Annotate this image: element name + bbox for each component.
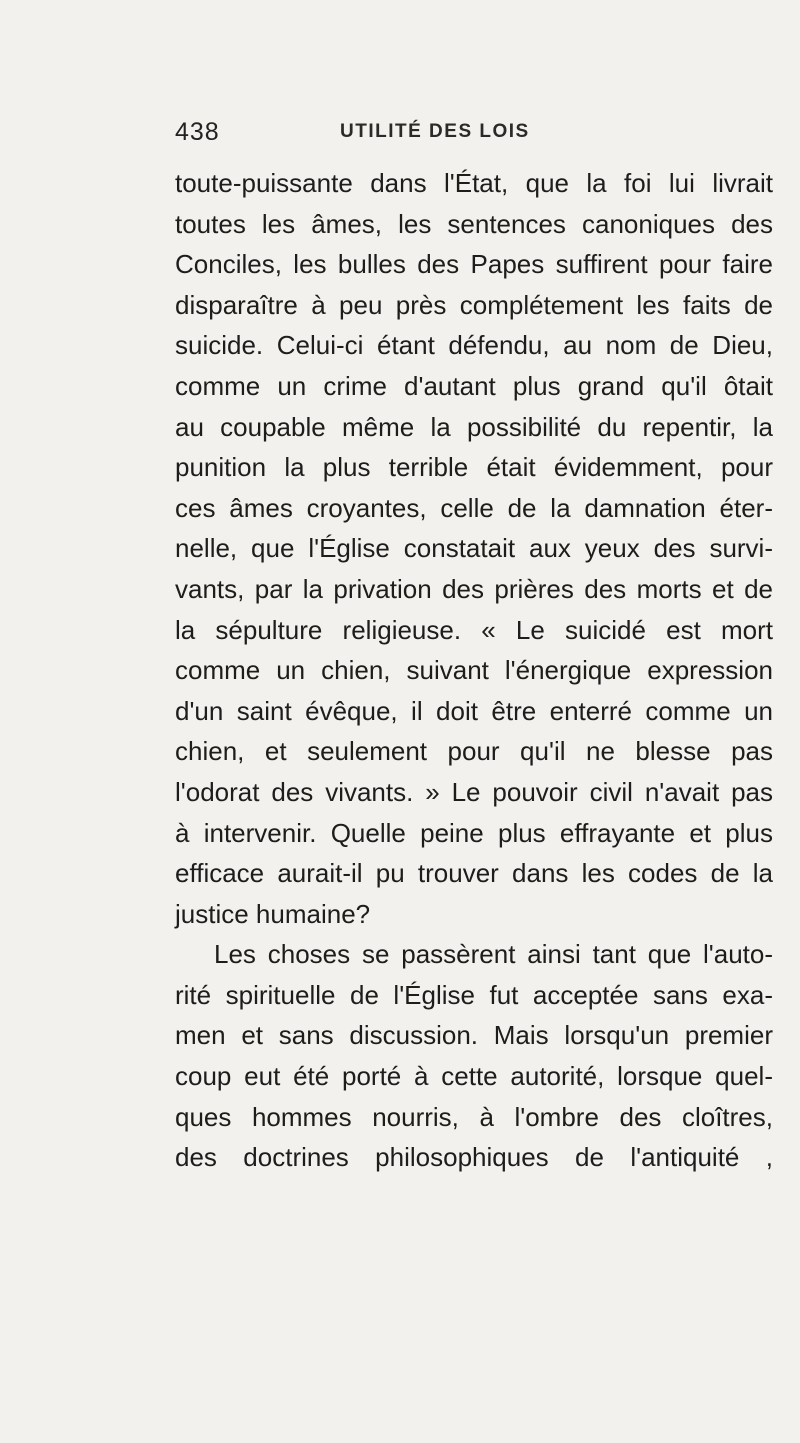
text-line: Conciles, les bulles des Papes suffirent pour faire bbox=[175, 249, 773, 280]
text-line: la sépulture religieuse. « Le suicidé est mort bbox=[175, 614, 773, 645]
text-line: toute-puissante dans l'État, que la foi lui livrait bbox=[175, 168, 773, 198]
text-line: nelle, que l'Église constatait aux yeux des survi- bbox=[175, 533, 773, 564]
text-line: Les choses se passèrent ainsi tant que l'auto- bbox=[214, 939, 773, 970]
text-line: toutes les âmes, les sentences canoniques des bbox=[175, 208, 773, 239]
text-line: disparaître à peu près complétement les faits de bbox=[175, 289, 773, 320]
text-line: men et sans discussion. Mais lorsqu'un premier bbox=[175, 1020, 773, 1051]
text-line: rité spirituelle de l'Église fut acceptée sans exa- bbox=[175, 979, 773, 1010]
text-line: des doctrines philosophiques de l'antiquité , bbox=[175, 1142, 773, 1173]
text-line: comme un chien, suivant l'énergique expression bbox=[175, 655, 773, 686]
text-line: punition la plus terrible était évidemment, pour bbox=[175, 452, 773, 483]
text-line: efficace aurait-il pu trouver dans les codes de la bbox=[175, 858, 773, 889]
text-line: ces âmes croyantes, celle de la damnation éter- bbox=[175, 492, 773, 523]
page-header bbox=[175, 118, 775, 152]
text-line: justice humaine? bbox=[175, 898, 371, 929]
text-line: à intervenir. Quelle peine plus effrayante et plus bbox=[175, 817, 773, 848]
page-number: 438 bbox=[175, 118, 220, 146]
body-text bbox=[175, 163, 773, 1178]
text-line: l'odorat des vivants. » Le pouvoir civil n'avait pas bbox=[175, 776, 773, 807]
text-line: au coupable même la possibilité du repentir, la bbox=[175, 411, 773, 442]
text-line: d'un saint évêque, il doit être enterré comme un bbox=[175, 695, 773, 726]
text-line: vants, par la privation des prières des morts et de bbox=[175, 573, 773, 604]
running-title: UTILITÉ DES LOIS bbox=[340, 121, 530, 142]
text-line: chien, et seulement pour qu'il ne blesse pas bbox=[175, 736, 773, 767]
text-line: suicide. Celui-ci étant défendu, au nom de Dieu, bbox=[175, 330, 773, 361]
text-line: coup eut été porté à cette autorité, lorsque quel- bbox=[175, 1061, 773, 1092]
text-line: ques hommes nourris, à l'ombre des cloîtres, bbox=[175, 1101, 773, 1132]
text-line: comme un crime d'autant plus grand qu'il ôtait bbox=[175, 370, 773, 401]
